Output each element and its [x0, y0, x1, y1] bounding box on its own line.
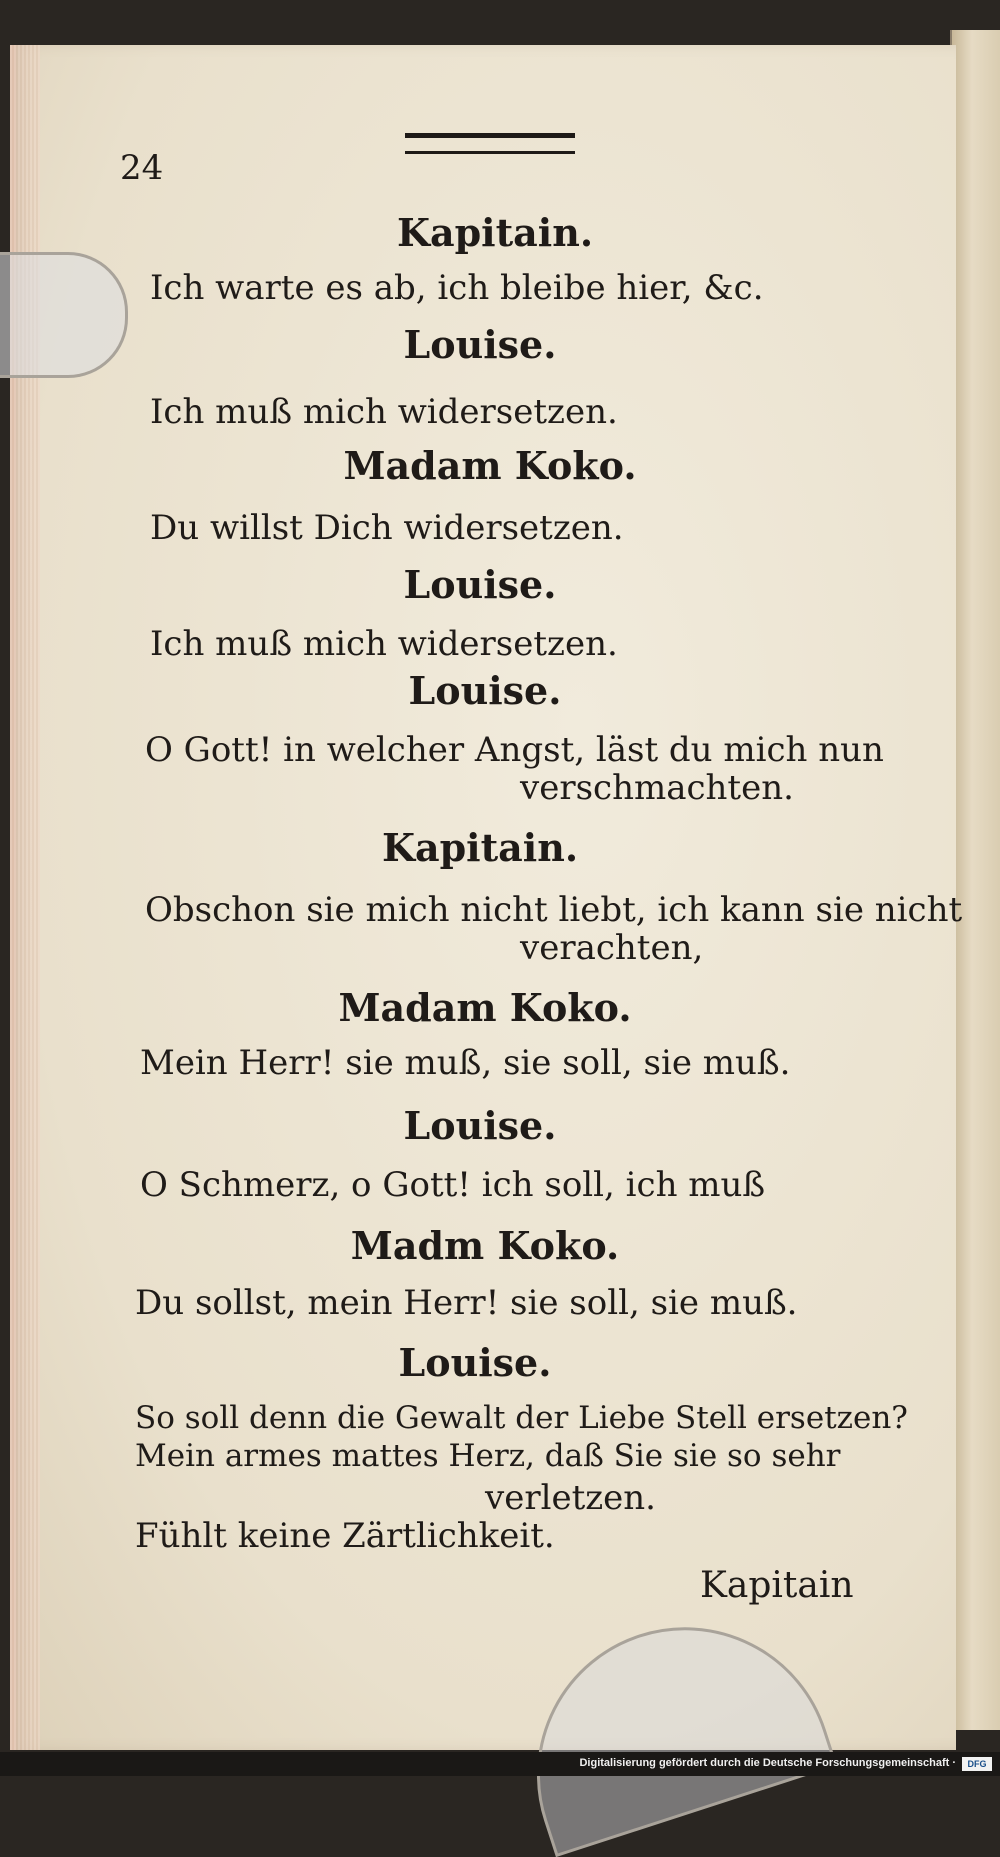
adjacent-page-edge [950, 30, 1000, 1730]
speaker-heading: Madm Koko. [350, 1223, 620, 1268]
verse-line: Obschon sie mich nicht liebt, ich kann sie nicht [145, 890, 963, 930]
verse-line: Ich warte es ab, ich bleibe hier, &c. [150, 268, 764, 308]
speaker-heading: Louise. [408, 668, 562, 713]
speaker-heading: Kapitain. [381, 825, 579, 870]
verse-line: Ich muß mich widersetzen. [150, 392, 618, 432]
page-clip-top [0, 252, 128, 378]
speaker-heading: Louise. [403, 1103, 557, 1148]
verse-line: Du willst Dich widersetzen. [150, 508, 624, 548]
verse-line: Fühlt keine Zärtlichkeit. [135, 1516, 555, 1556]
verse-line: verletzen. [485, 1478, 656, 1518]
page-number: 24 [120, 148, 164, 188]
verse-line: O Gott! in welcher Angst, läst du mich nun [145, 730, 884, 770]
verse-line: Mein armes mattes Herz, daß Sie sie so sehr [135, 1438, 841, 1474]
digitization-credit: Digitalisierung gefördert durch die Deutsche Forschungsgemeinschaft · [579, 1757, 956, 1769]
catchword: Kapitain [700, 1565, 854, 1606]
speaker-heading: Kapitain. [396, 210, 594, 255]
header-rule-thick [405, 133, 575, 138]
speaker-heading: Louise. [398, 1340, 552, 1385]
verse-line: So soll denn die Gewalt der Liebe Stell ersetzen? [135, 1400, 908, 1436]
dfg-logo: DFG [962, 1757, 992, 1771]
speaker-heading: Louise. [403, 322, 557, 367]
verse-line: verachten, [520, 928, 704, 968]
verse-line: Du sollst, mein Herr! sie soll, sie muß. [135, 1283, 798, 1323]
speaker-heading: Louise. [403, 562, 557, 607]
verse-line: Mein Herr! sie muß, sie soll, sie muß. [140, 1043, 791, 1083]
speaker-heading: Madam Koko. [343, 443, 637, 488]
verse-line: Ich muß mich widersetzen. [150, 624, 618, 664]
header-rule-thin [405, 151, 575, 154]
verse-line: verschmachten. [520, 768, 794, 808]
verse-line: O Schmerz, o Gott! ich soll, ich muß [140, 1165, 766, 1205]
speaker-heading: Madam Koko. [338, 985, 632, 1030]
